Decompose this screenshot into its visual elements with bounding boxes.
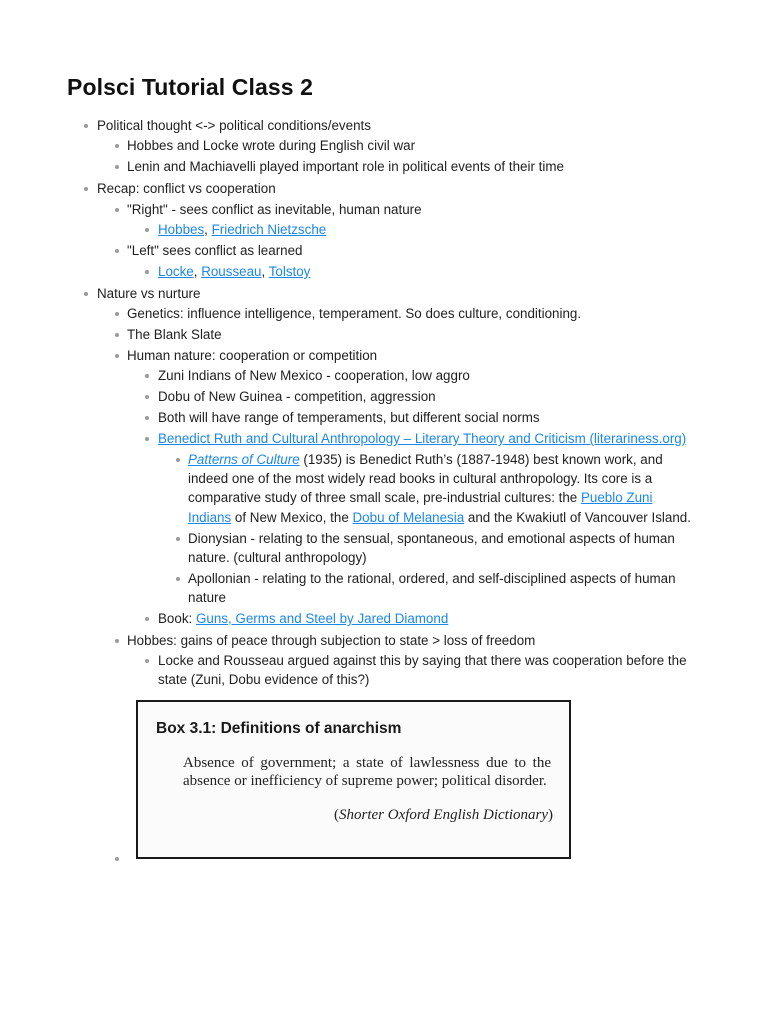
bullet (115, 354, 119, 358)
definitions-box-image (136, 700, 571, 859)
bullet (115, 208, 119, 212)
list-item (158, 609, 448, 629)
box-definition: Absence of government; a state of lawlessness due to the absence or inefficiency of supreme power; political disorder. (183, 755, 551, 789)
link-friedrich-nietzsche[interactable]: Friedrich Nietzsche (211, 222, 327, 237)
bullet (145, 395, 149, 399)
text-run: of New Mexico, the (231, 510, 353, 525)
text-run: (1935) is Benedict Ruth’s (1887-1948) best known work, and (299, 452, 663, 467)
separator: , (193, 264, 202, 279)
list-item: Nature vs nurture (97, 286, 201, 301)
bullet (115, 249, 119, 253)
bullet (145, 270, 149, 274)
link-dobu-of-melanesia[interactable]: Dobu of Melanesia (352, 510, 465, 525)
list-item-continuation (188, 508, 691, 528)
link-benedict-ruth-article[interactable]: Benedict Ruth and Cultural Anthropology – Literary Theory and Criticism (literariness.org) (158, 431, 687, 446)
box-source-title: Shorter Oxford English Dictionary (338, 807, 548, 823)
list-item-continuation: state (Zuni, Dobu evidence of this?) (158, 672, 370, 687)
list-item: Apollonian - relating to the rational, ordered, and self-disciplined aspects of human (188, 571, 676, 586)
link-tolstoy[interactable]: Tolstoy (268, 264, 311, 279)
list-item: Dionysian - relating to the sensual, spontaneous, and emotional aspects of human (188, 531, 675, 546)
list-item: Genetics: influence intelligence, temperament. So does culture, conditioning. (127, 306, 582, 321)
bullet (145, 437, 149, 441)
bullet (84, 292, 88, 296)
bullet (84, 187, 88, 191)
list-item-continuation: indeed one of the most widely read books in cultural anthropology. Its core is a (188, 471, 653, 486)
list-item-continuation: nature. (cultural anthropology) (188, 550, 367, 565)
page-title: Polsci Tutorial Class 2 (67, 74, 314, 100)
text-run: Book: (158, 611, 196, 626)
bullet (145, 617, 149, 621)
list-item (158, 220, 326, 240)
bullet (176, 537, 180, 541)
list-item (158, 262, 310, 282)
list-item: Political thought <-> political conditions/events (97, 118, 371, 133)
text-run: and the Kwakiutl of Vancouver Island. (464, 510, 691, 525)
bullet (115, 312, 119, 316)
box-source-open: ( (333, 807, 339, 823)
separator: , (204, 222, 212, 237)
link-guns-germs-steel[interactable]: Guns, Germs and Steel by Jared Diamond (195, 611, 449, 626)
link-patterns-of-culture[interactable]: Patterns of Culture (188, 452, 300, 467)
list-item: Hobbes: gains of peace through subjection to state > loss of freedom (127, 633, 536, 648)
box-source-close: ) (548, 807, 553, 823)
link-hobbes[interactable]: Hobbes (158, 222, 205, 237)
list-item: "Left" sees conflict as learned (127, 243, 303, 258)
bullet (145, 228, 149, 232)
list-item: Locke and Rousseau argued against this by saying that there was cooperation before the (158, 653, 687, 668)
list-item-continuation (188, 488, 652, 508)
list-item: Human nature: cooperation or competition (127, 348, 378, 363)
link-pueblo-zuni-indians[interactable]: Pueblo Zuni (580, 490, 653, 505)
list-item: Dobu of New Guinea - competition, aggression (158, 389, 436, 404)
box-title: Box 3.1: Definitions of anarchism (156, 720, 402, 737)
bullet-empty (115, 857, 119, 861)
bullet (145, 659, 149, 663)
bullet (176, 458, 180, 462)
bullet (115, 144, 119, 148)
list-item: Recap: conflict vs cooperation (97, 181, 276, 196)
link-locke[interactable]: Locke (158, 264, 194, 279)
list-item (188, 450, 663, 470)
list-item-continuation: nature (188, 590, 226, 605)
bullet (115, 639, 119, 643)
link-pueblo-zuni-indians[interactable]: Indians (188, 510, 232, 525)
separator: , (261, 264, 269, 279)
bullet (115, 165, 119, 169)
bullet (145, 374, 149, 378)
list-item: The Blank Slate (127, 327, 222, 342)
list-item: Both will have range of temperaments, but different social norms (158, 410, 540, 425)
link-rousseau[interactable]: Rousseau (201, 264, 262, 279)
list-item: Lenin and Machiavelli played important role in political events of their time (127, 159, 564, 174)
bullet (115, 333, 119, 337)
list-item: Zuni Indians of New Mexico - cooperation, low aggro (158, 368, 470, 383)
bullet (176, 577, 180, 581)
list-item: Hobbes and Locke wrote during English civil war (127, 138, 416, 153)
box-source (334, 807, 553, 824)
text-run: comparative study of three small scale, pre-industrial cultures: the (188, 490, 581, 505)
list-item: "Right" - sees conflict as inevitable, human nature (127, 202, 422, 217)
bullet (84, 124, 88, 128)
bullet (145, 416, 149, 420)
